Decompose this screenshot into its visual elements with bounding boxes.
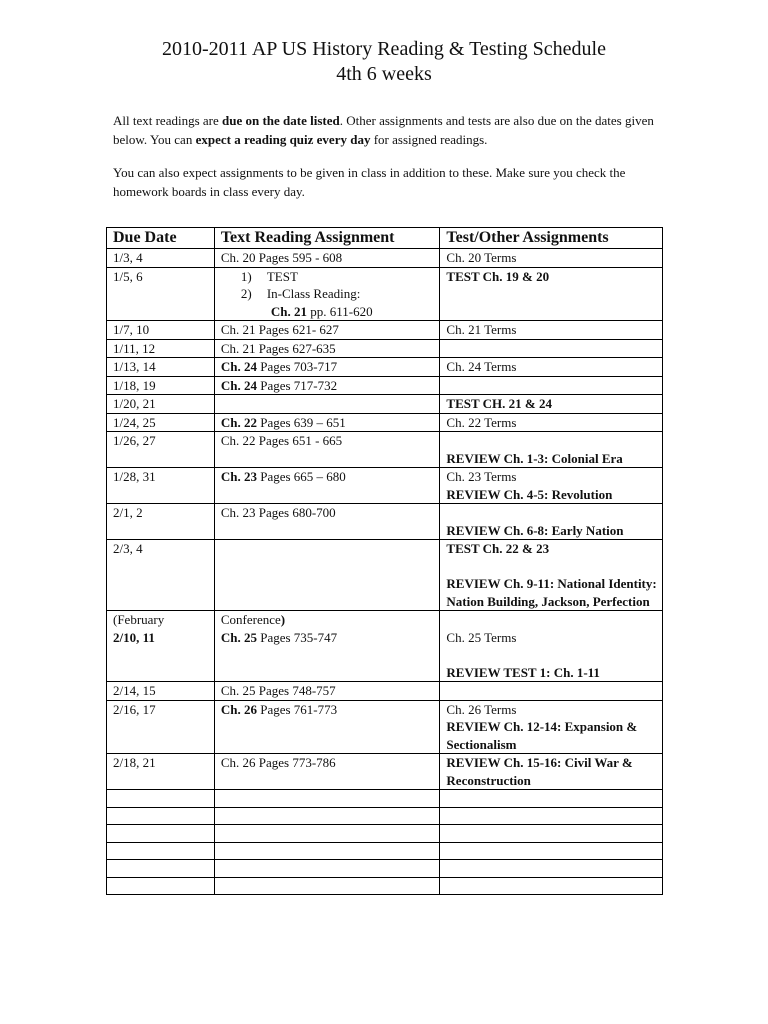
- reading-cell: [214, 611, 440, 682]
- reading-cell: Ch. 22 Pages 651 - 665: [214, 432, 440, 468]
- header-text-reading: Text Reading Assignment: [214, 228, 440, 249]
- other-cell: [440, 432, 663, 468]
- pages-text: Pages 735-747: [256, 629, 338, 645]
- table-row: [107, 611, 663, 682]
- other-cell: [440, 339, 663, 358]
- reading-cell: [214, 413, 440, 432]
- conference-text: Conference: [220, 612, 281, 627]
- other-cell: [440, 700, 663, 754]
- chapter-bold: Ch. 24: [220, 377, 257, 393]
- review-text: REVIEW TEST 1: Ch. 1-11: [446, 664, 600, 680]
- intro-emphasis-due: due on the date listed: [222, 113, 340, 128]
- intro-text: . Other assignments and tests are also due on the dates given below. You can: [113, 113, 654, 147]
- due-date-cell: 1/28, 31: [107, 468, 215, 504]
- chapter-bold: Ch. 26: [220, 701, 257, 717]
- other-cell: TEST CH. 21 & 24: [440, 395, 663, 414]
- table-row: [107, 700, 663, 754]
- other-cell: [440, 468, 663, 504]
- terms-text: Ch. 26 Terms: [446, 701, 517, 717]
- reading-cell: Ch. 21 Pages 621- 627: [214, 321, 440, 340]
- empty-row: [107, 860, 663, 878]
- due-date-cell: 1/5, 6: [107, 267, 215, 321]
- reading-cell: [214, 395, 440, 414]
- table-row: [107, 432, 663, 468]
- list-number: 1): [240, 268, 252, 284]
- due-date-cell: 1/26, 27: [107, 432, 215, 468]
- list-item: [221, 285, 440, 303]
- due-date-cell: 2/18, 21: [107, 754, 215, 790]
- due-date-cell: 1/11, 12: [107, 339, 215, 358]
- list-text: In-Class Reading:: [266, 286, 361, 301]
- reading-cell: Ch. 25 Pages 748-757: [214, 682, 440, 701]
- reading-cell: Ch. 21 Pages 627-635: [214, 339, 440, 358]
- reading-cell: Ch. 23 Pages 680-700: [214, 504, 440, 540]
- terms-text: Ch. 25 Terms: [446, 629, 517, 645]
- reading-list: [221, 268, 440, 321]
- empty-row: [107, 825, 663, 843]
- other-cell: Ch. 24 Terms: [440, 358, 663, 377]
- schedule-table: [106, 227, 663, 895]
- table-row: [107, 267, 663, 321]
- other-cell: [440, 611, 663, 682]
- empty-row: [107, 842, 663, 860]
- chapter-bold: Ch. 23: [220, 469, 257, 484]
- intro-paragraph-1: [113, 111, 658, 149]
- table-row: [107, 682, 663, 701]
- header-test-other: Test/Other Assignments: [440, 228, 663, 249]
- table-row: [107, 540, 663, 611]
- due-date-cell: 1/13, 14: [107, 358, 215, 377]
- other-cell: Ch. 20 Terms: [440, 249, 663, 268]
- table-row: [107, 358, 663, 377]
- intro-emphasis-quiz: expect a reading quiz every day: [195, 132, 371, 147]
- other-cell: [440, 376, 663, 395]
- list-item: [221, 268, 440, 286]
- chapter-bold: Ch. 21: [270, 303, 307, 319]
- reading-cell: [214, 376, 440, 395]
- table-row: [107, 321, 663, 340]
- table-row: [107, 376, 663, 395]
- paren-text: ): [280, 612, 286, 627]
- pages-text: Pages 703-717: [256, 359, 338, 374]
- reading-cell: [214, 468, 440, 504]
- other-cell: REVIEW Ch. 15-16: Civil War & Reconstruction: [440, 754, 663, 790]
- due-date-cell: [107, 611, 215, 682]
- table-row: [107, 754, 663, 790]
- page-title: 2010-2011 AP US History Reading & Testing Schedule: [162, 38, 606, 60]
- list-text: TEST: [266, 268, 298, 284]
- date-note: (February: [113, 612, 165, 627]
- other-cell: [440, 540, 663, 611]
- table-row: [107, 249, 663, 268]
- test-text: TEST Ch. 22 & 23: [446, 541, 550, 556]
- table-row: [107, 468, 663, 504]
- table-row: [107, 504, 663, 540]
- other-cell: Ch. 22 Terms: [440, 413, 663, 432]
- pages-text: pp. 611-620: [306, 303, 373, 319]
- list-subitem: [221, 303, 440, 321]
- empty-row: [107, 807, 663, 825]
- terms-text: Ch. 23 Terms: [446, 469, 517, 484]
- review-text: REVIEW Ch. 4-5: Revolution: [446, 486, 613, 502]
- chapter-bold: Ch. 22: [220, 414, 257, 430]
- table-row: [107, 413, 663, 432]
- header-due-date: Due Date: [107, 228, 215, 249]
- other-cell: [440, 682, 663, 701]
- due-date-cell: 2/16, 17: [107, 700, 215, 754]
- due-date-cell: 2/1, 2: [107, 504, 215, 540]
- due-date-cell: 1/24, 25: [107, 413, 215, 432]
- due-date-cell: 1/18, 19: [107, 376, 215, 395]
- intro-text: All text readings are: [113, 113, 223, 128]
- review-text: REVIEW Ch. 1-3: Colonial Era: [446, 450, 623, 466]
- table-row: [107, 339, 663, 358]
- chapter-bold: Ch. 25: [220, 629, 257, 645]
- other-cell: Ch. 21 Terms: [440, 321, 663, 340]
- empty-row: [107, 877, 663, 895]
- reading-cell: [214, 540, 440, 611]
- pages-text: Pages 761-773: [256, 701, 338, 717]
- reading-cell: Ch. 26 Pages 773-786: [214, 754, 440, 790]
- date-bold: 2/10, 11: [113, 629, 155, 645]
- intro-text: for assigned readings.: [370, 132, 488, 147]
- intro-paragraph-2: You can also expect assignments to be given in class in addition to these. Make sure you check the homework boards in class every day.: [113, 165, 626, 199]
- chapter-bold: Ch. 24: [220, 359, 257, 374]
- review-text: REVIEW Ch. 12-14: Expansion & Sectionalism: [446, 719, 638, 752]
- page-subtitle: 4th 6 weeks: [336, 63, 432, 85]
- due-date-cell: 1/20, 21: [107, 395, 215, 414]
- reading-cell: Ch. 20 Pages 595 - 608: [214, 249, 440, 268]
- pages-text: Pages 639 – 651: [256, 414, 346, 430]
- list-number: 2): [240, 286, 252, 301]
- table-row: [107, 395, 663, 414]
- due-date-cell: 1/7, 10: [107, 321, 215, 340]
- review-text: REVIEW Ch. 9-11: National Identity: Nation Building, Jackson, Perfection: [446, 576, 657, 609]
- review-text: REVIEW Ch. 6-8: Early Nation: [446, 522, 624, 538]
- reading-cell: [214, 358, 440, 377]
- due-date-cell: 2/14, 15: [107, 682, 215, 701]
- due-date-cell: 2/3, 4: [107, 540, 215, 611]
- other-cell: TEST Ch. 19 & 20: [440, 267, 663, 321]
- reading-cell: [214, 267, 440, 321]
- reading-cell: [214, 700, 440, 754]
- pages-text: Pages 665 – 680: [256, 469, 346, 484]
- other-cell: [440, 504, 663, 540]
- empty-row: [107, 790, 663, 808]
- due-date-cell: 1/3, 4: [107, 249, 215, 268]
- pages-text: Pages 717-732: [256, 377, 338, 393]
- table-header-row: [107, 228, 663, 249]
